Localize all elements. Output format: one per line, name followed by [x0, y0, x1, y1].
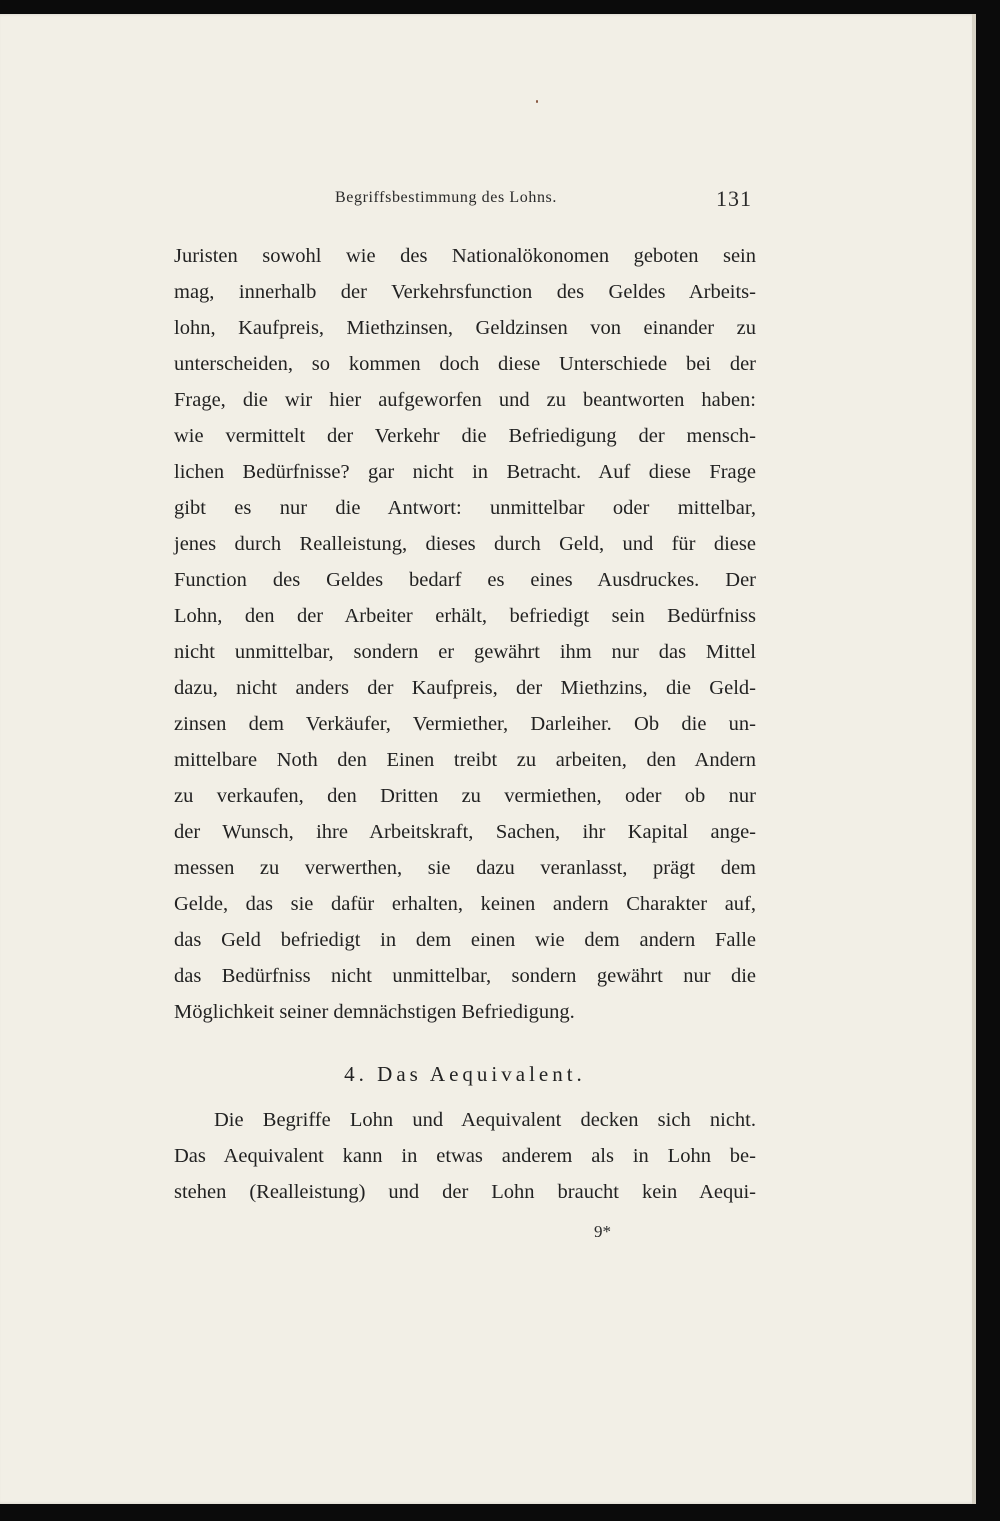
text-line: Die Begriffe Lohn und Aequivalent decken sich nicht. [214, 1109, 756, 1131]
text-line: jenes durch Realleistung, dieses durch Geld, und für diese [174, 533, 756, 555]
text-line: mittelbare Noth den Einen treibt zu arbeiten, den Andern [174, 749, 756, 771]
text-line: Das Aequivalent kann in etwas anderem als in Lohn be- [174, 1145, 756, 1167]
paragraph-1 [174, 238, 756, 1030]
text-line: Function des Geldes bedarf es eines Ausdruckes. Der [174, 569, 756, 591]
text-line: lichen Bedürfnisse? gar nicht in Betracht. Auf diese Frage [174, 461, 756, 483]
text-line: Juristen sowohl wie des Nationalökonomen geboten sein [174, 245, 756, 267]
text-line: Frage, die wir hier aufgeworfen und zu beantworten haben: [174, 389, 756, 411]
page-header [172, 186, 752, 216]
text-line: gibt es nur die Antwort: unmittelbar oder mittelbar, [174, 497, 756, 519]
text-line: messen zu verwerthen, sie dazu veranlasst, prägt dem [174, 857, 756, 879]
signature-mark: 9* [594, 1222, 611, 1241]
text-line: dazu, nicht anders der Kaufpreis, der Miethzins, die Geld- [174, 677, 756, 699]
text-line: lohn, Kaufpreis, Miethzinsen, Geldzinsen von einander zu [174, 317, 756, 339]
running-head: Begriffsbestimmung des Lohns. [335, 189, 557, 206]
text-line: stehen (Realleistung) und der Lohn braucht kein Aequi- [174, 1181, 756, 1203]
text-line: der Wunsch, ihre Arbeitskraft, Sachen, ihr Kapital ange- [174, 821, 756, 843]
text-line: zinsen dem Verkäufer, Vermiether, Darleiher. Ob die un- [174, 713, 756, 735]
text-line: wie vermittelt der Verkehr die Befriedigung der mensch- [174, 425, 756, 447]
text-line: Gelde, das sie dafür erhalten, keinen andern Charakter auf, [174, 893, 756, 915]
text-line: mag, innerhalb der Verkehrsfunction des Geldes Arbeits- [174, 281, 756, 303]
text-line: das Geld befriedigt in dem einen wie dem andern Falle [174, 929, 756, 951]
text-line: Lohn, den der Arbeiter erhält, befriedigt sein Bedürfniss [174, 605, 756, 627]
text-line: das Bedürfniss nicht unmittelbar, sondern gewährt nur die [174, 965, 756, 987]
text-line: zu verkaufen, den Dritten zu vermiethen, oder ob nur [174, 785, 756, 807]
text-line: unterscheiden, so kommen doch diese Unterschiede bei der [174, 353, 756, 375]
page-number: 131 [716, 186, 752, 211]
paper-speck [536, 100, 538, 103]
text-line: Möglichkeit seiner demnächstigen Befriedigung. [174, 1001, 575, 1023]
section-heading: 4. Das Aequivalent. [344, 1062, 586, 1086]
page-edge [972, 14, 976, 1504]
paragraph-2 [174, 1102, 756, 1210]
text-line: nicht unmittelbar, sondern er gewährt ihm nur das Mittel [174, 641, 756, 663]
